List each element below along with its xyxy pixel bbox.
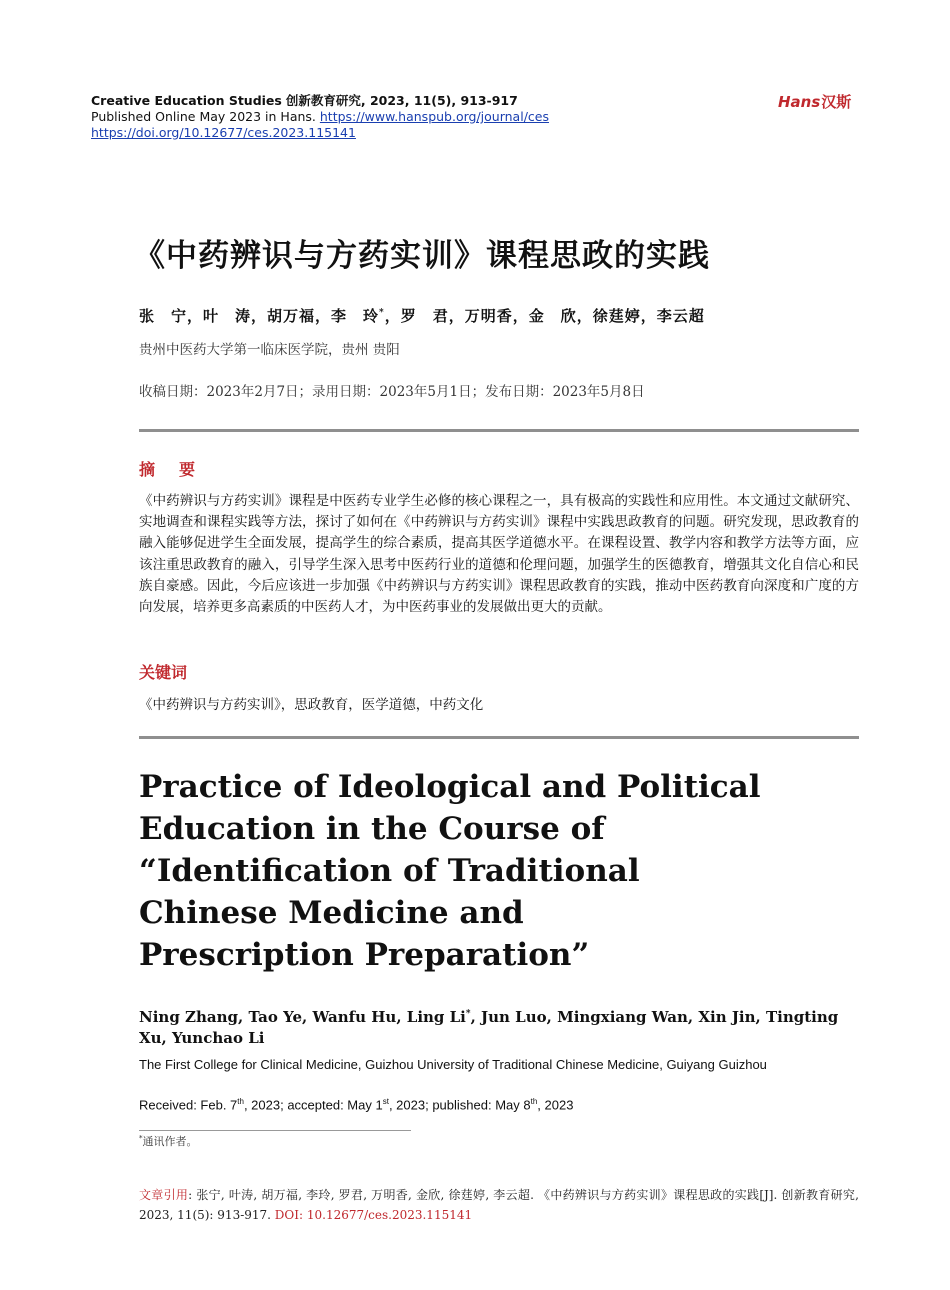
published-line [91, 109, 549, 125]
journal-link[interactable]: https://www.hanspub.org/journal/ces [319, 109, 549, 124]
divider-top [139, 429, 859, 432]
abstract-text: 《中药辨识与方药实训》课程是中医药专业学生必修的核心课程之一，具有极高的实践性和应用性。本文通过文献研究、实地调查和课程实践等方法，探讨了如何在《中药辨识与方药实训》课程中实践思政教育的问题。研究发现，思政教育的融入能够促进学生全面发展，提高学生的综合素质，提高其医学道德水平。在课程设置、教学内容和教学方法等方面，应该注重思政教育的融入，引导学生深入思考中医药行业的道德和伦理问题，加强学生的医德教育，增强其文化自信心和民族自豪感。因此，今后应该进一步加强《中药辨识与方药实训》课程思政教育的实践，推动中医药教育向深度和广度的方向发展，培养更多高素质的中医药人才，为中医药事业的发展做出更大的贡献。 [139, 493, 859, 616]
footnote-text: 通讯作者。 [142, 1135, 198, 1148]
en-affiliation: The First College for Clinical Medicine, Guizhou University of Traditional Chinese Medicine, Guiyang Guizhou [139, 1057, 767, 1072]
en-title-line: Education in the Course of [139, 811, 605, 847]
cn-authors [139, 305, 705, 326]
doi-line [91, 125, 549, 141]
journal-line [91, 93, 549, 109]
en-authors-part2: , Jun Luo, Mingxiang Wan, Xin Jin, Tingting Xu, Yunchao Li [139, 1008, 839, 1047]
logo-cn: 汉斯 [821, 93, 852, 111]
en-title-line: Chinese Medicine and [139, 895, 524, 931]
en-authors-part1: Ning Zhang, Tao Ye, Wanfu Hu, Ling Li [139, 1008, 466, 1026]
hans-logo [778, 91, 851, 112]
citation [139, 1185, 859, 1225]
ordinal-suffix: th [530, 1097, 538, 1106]
en-title-line: Prescription Preparation” [139, 937, 590, 973]
en-title [139, 766, 779, 976]
citation-text: : 张宁, 叶涛, 胡万福, 李玲, 罗君, 万明香, 金欣, 徐莛婷, 李云超. 《中药辨识与方药实训》课程思政的实践[J]. 创新教育研究, 2023, 11(5): 913-917. [139, 1188, 859, 1222]
en-title-line: Practice of Ideological and Political [139, 769, 761, 805]
accepted-date: , 2023; accepted: May 1 [243, 1097, 383, 1113]
footnote-divider [139, 1130, 411, 1131]
corresponding-mark: * [465, 1009, 471, 1019]
published-text: Published Online May 2023 in Hans. [91, 109, 316, 124]
footnote-mark: * [139, 1134, 143, 1143]
year-suffix: , 2023 [537, 1097, 574, 1113]
received-date: Received: Feb. 7 [139, 1097, 238, 1113]
journal-name: Creative Education Studies [91, 93, 282, 108]
en-title-line: “Identification of Traditional [139, 853, 640, 889]
keywords-text: 《中药辨识与方药实训》，思政教育，医学道德，中药文化 [139, 697, 484, 713]
cn-authors-part1: 张 宁，叶 涛，胡万福，李 玲 [139, 307, 380, 325]
divider-bottom [139, 736, 859, 739]
cn-authors-part2: ，罗 君，万明香，金 欣，徐莛婷，李云超 [384, 307, 705, 325]
published-date: , 2023; published: May 8 [388, 1097, 531, 1113]
cn-title: 《中药辨识与方药实训》课程思政的实践 [134, 238, 710, 274]
citation-doi[interactable]: DOI: 10.12677/ces.2023.115141 [274, 1208, 473, 1222]
en-authors [139, 1004, 839, 1049]
citation-label: 文章引用 [139, 1188, 189, 1202]
corresponding-mark: * [379, 308, 385, 318]
en-dates [139, 1097, 573, 1112]
journal-header [91, 93, 549, 141]
abstract-heading: 摘 要 [139, 460, 200, 479]
logo-latin: Hans [778, 93, 821, 111]
doi-link[interactable]: https://doi.org/10.12677/ces.2023.115141 [91, 125, 356, 140]
ordinal-suffix: th [237, 1097, 244, 1106]
journal-issue: 创新教育研究, 2023, 11(5), 913-917 [285, 93, 518, 108]
keywords-heading: 关键词 [139, 663, 188, 682]
footnote [139, 1133, 198, 1149]
cn-dates: 收稿日期：2023年2月7日；录用日期：2023年5月1日；发布日期：2023年5月8日 [139, 384, 645, 400]
ordinal-suffix: st [382, 1097, 389, 1106]
cn-affiliation: 贵州中医药大学第一临床医学院，贵州 贵阳 [139, 342, 400, 358]
